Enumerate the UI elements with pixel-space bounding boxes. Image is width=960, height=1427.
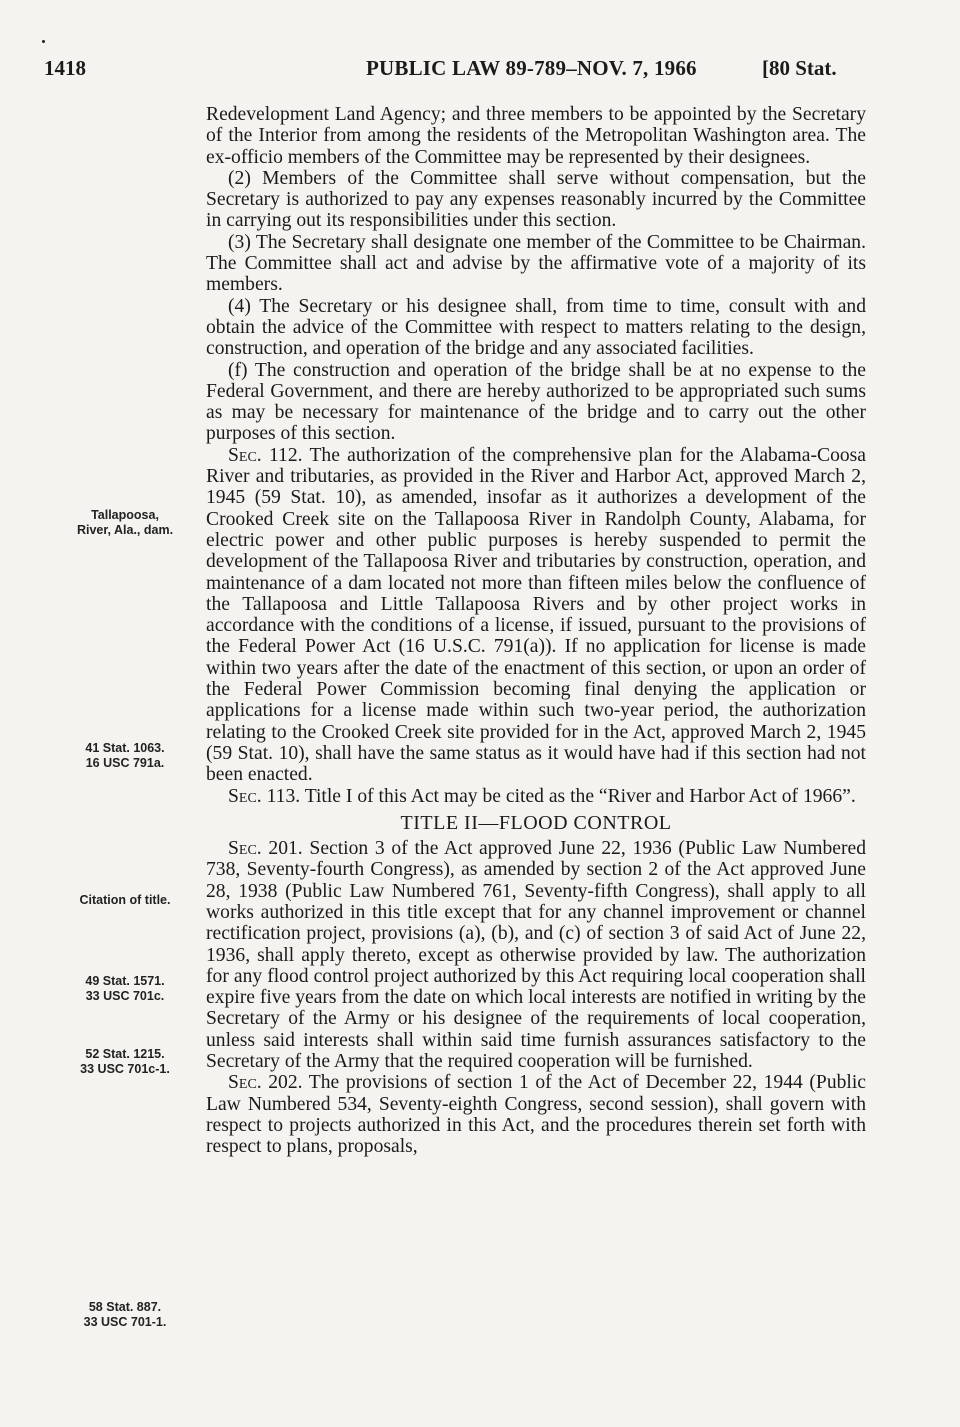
section-label: Sec. <box>228 785 262 807</box>
margin-note-line: 58 Stat. 887. <box>88 1300 162 1314</box>
body-text <box>206 104 866 1158</box>
paragraph: Redevelopment Land Agency; and three members to be appointed by the Secretary of the Interior from among the residents of the Metropolitan Washington area. The ex-officio members of the Committee may be represented by their designees. <box>206 104 866 168</box>
section-202 <box>206 1072 866 1157</box>
header-title: PUBLIC LAW 89-789–NOV. 7, 1966 <box>366 56 697 80</box>
section-201 <box>206 838 866 1072</box>
margin-note-41-stat <box>60 741 190 771</box>
section-113 <box>206 786 866 807</box>
section-112 <box>206 445 866 786</box>
margin-note-line: Citation of title. <box>79 893 171 907</box>
margin-note-line: 52 Stat. 1215. <box>85 1047 165 1061</box>
scan-speck <box>42 40 45 43</box>
margin-note-citation <box>60 893 190 908</box>
section-label: Sec. <box>228 1072 262 1094</box>
header-volume: [80 Stat. <box>762 56 837 80</box>
running-header <box>0 56 960 86</box>
margin-note-52-stat <box>60 1047 190 1077</box>
section-label: Sec. <box>228 444 262 466</box>
paragraph: (2) Members of the Committee shall serve without compensation, but the Secretary is authorized to pay any expenses reasonably incurred by the Committee in carrying out its responsibilities under this section. <box>206 167 866 232</box>
margin-note-line: 41 Stat. 1063. <box>85 741 165 755</box>
section-label: Sec. <box>228 838 262 860</box>
margin-note-line: 33 USC 701c. <box>85 989 165 1003</box>
title-heading: TITLE II—FLOOD CONTROL <box>400 811 672 834</box>
margin-note-line: 33 USC 701-1. <box>83 1315 167 1329</box>
paragraph: (f) The construction and operation of the bridge shall be at no expense to the Federal Government, and there are hereby authorized to be appropriated such sums as may be necessary for maintenance of the bridge and to carry out the other purposes of this section. <box>206 359 866 445</box>
margin-note-line: Tallapoosa, <box>91 508 159 522</box>
paragraph: (3) The Secretary shall designate one member of the Committee to be Chairman. The Committee shall act and advise by the affirmative vote of a majority of its members. <box>206 231 866 296</box>
margin-note-line: 33 USC 701c-1. <box>80 1062 170 1076</box>
margin-note-line: 49 Stat. 1571. <box>85 974 165 988</box>
section-text: 202. The provisions of section 1 of the Act of December 22, 1944 (Public Law Numbered 534, Seventy-eighth Congress, second session), shall govern with respect to projects authorized in this Act, and the procedures therein set forth with respect to plans, proposals, <box>206 1072 866 1158</box>
paragraph: (4) The Secretary or his designee shall, from time to time, consult with and obtain the advice of the Committee with respect to matters relating to the design, construction, and operation of the bridge and any associated facilities. <box>206 295 866 360</box>
margin-note-49-stat <box>60 974 190 1004</box>
margin-note-line: 16 USC 791a. <box>85 756 165 770</box>
section-text: 112. The authorization of the comprehensive plan for the Alabama-Coosa River and tributaries, as provided in the River and Harbor Act, approved March 2, 1945 (59 Stat. 10), as amended, insofar as it authorizes a development of the Crooked Creek site on the Tallapoosa River in Randolph County, Alabama, for electric power and other public purposes is hereby suspended to permit the development of the Tallapoosa River and tributaries by construction, operation, and maintenance of a dam located not more than fifteen miles below the confluence of the Tallapoosa and Little Tallapoosa Rivers and by other project works in accordance with the conditions of a license, if issued, pursuant to the provisions of the Federal Power Act (16 U.S.C. 791(a)). If no application for license is made within two years after the date of the enactment of this section, or upon an order of the Federal Power Commission becoming final denying the application or applications for a license made within such two-year period, the authorization relating to the Crooked Creek site provided for in the Act, approved March 2, 1945 (59 Stat. 10), shall have the same status as it would have had if this section had not been enacted. <box>206 444 866 786</box>
margin-note-58-stat <box>60 1300 190 1330</box>
margin-note-line: River, Ala., dam. <box>76 523 174 537</box>
page-number: 1418 <box>44 56 86 80</box>
section-text: 201. Section 3 of the Act approved June 22, 1936 (Public Law Numbered 738, Seventy-fourth Congress), as amended by section 2 of the Act approved June 28, 1938 (Public Law Numbered 761, Seventy-fifth Congress), shall apply to all works authorized in this title except that for any channel improvement or channel rectification project, provisions (a), (b), and (c) of section 3 of said Act of June 22, 1936, shall apply thereto, except as otherwise provided by law. The authorization for any flood control project authorized by this Act requiring local cooperation shall expire five years from the date on which local interests are notified in writing by the Secretary of the Army or his designee of the requirements of local cooperation, unless said interests shall within said time furnish assurances satisfactory to the Secretary of the Army that the required cooperation will be furnished. <box>206 838 866 1073</box>
margin-note-tallapoosa <box>60 508 190 538</box>
section-text: 113. Title I of this Act may be cited as the “River and Harbor Act of 1966”. <box>261 785 856 807</box>
